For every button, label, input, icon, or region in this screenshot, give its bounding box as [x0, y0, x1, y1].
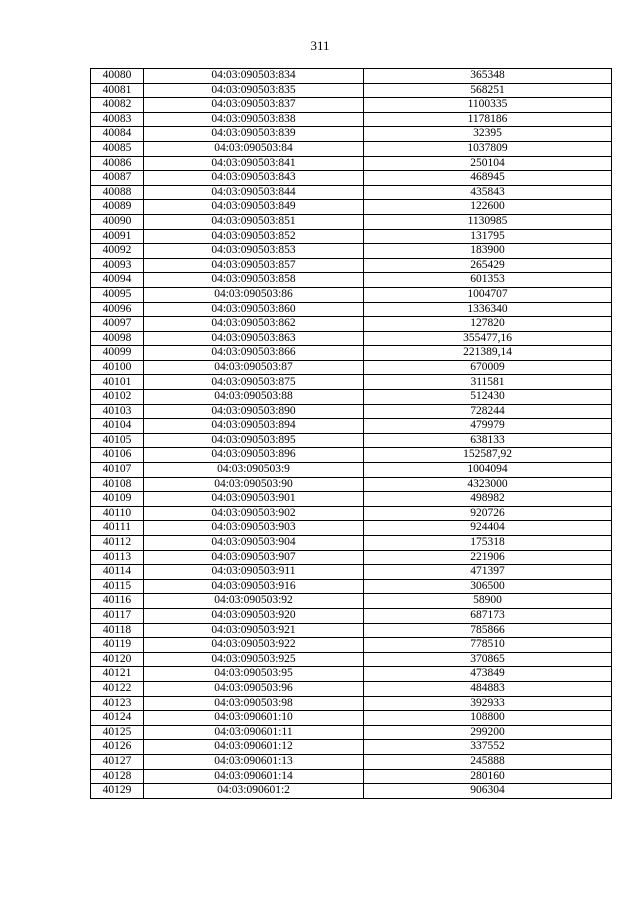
- row-number-cell: 40122: [91, 681, 144, 696]
- cadastral-number-cell: 04:03:090503:852: [144, 229, 364, 244]
- table-row: [91, 302, 612, 317]
- cadastral-number-cell: 04:03:090503:834: [144, 69, 364, 84]
- cadastral-table: [90, 68, 612, 799]
- table-row: [91, 550, 612, 565]
- cadastral-number-cell: 04:03:090503:96: [144, 681, 364, 696]
- table-row: [91, 667, 612, 682]
- table-row: [91, 565, 612, 580]
- row-number-cell: 40092: [91, 244, 144, 259]
- value-cell: 280160: [364, 769, 612, 784]
- row-number-cell: 40107: [91, 463, 144, 478]
- cadastral-number-cell: 04:03:090503:84: [144, 141, 364, 156]
- value-cell: 175318: [364, 536, 612, 551]
- row-number-cell: 40081: [91, 83, 144, 98]
- row-number-cell: 40095: [91, 287, 144, 302]
- row-number-cell: 40105: [91, 433, 144, 448]
- cadastral-number-cell: 04:03:090503:925: [144, 652, 364, 667]
- row-number-cell: 40103: [91, 404, 144, 419]
- value-cell: 920726: [364, 506, 612, 521]
- value-cell: 687173: [364, 608, 612, 623]
- value-cell: 471397: [364, 565, 612, 580]
- cadastral-number-cell: 04:03:090503:86: [144, 287, 364, 302]
- value-cell: 306500: [364, 579, 612, 594]
- table-row: [91, 521, 612, 536]
- table-row: [91, 287, 612, 302]
- cadastral-number-cell: 04:03:090503:904: [144, 536, 364, 551]
- row-number-cell: 40110: [91, 506, 144, 521]
- table-row: [91, 740, 612, 755]
- value-cell: 728244: [364, 404, 612, 419]
- cadastral-number-cell: 04:03:090503:895: [144, 433, 364, 448]
- row-number-cell: 40091: [91, 229, 144, 244]
- table-row: [91, 200, 612, 215]
- cadastral-number-cell: 04:03:090503:894: [144, 419, 364, 434]
- cadastral-number-cell: 04:03:090503:843: [144, 171, 364, 186]
- cadastral-number-cell: 04:03:090503:901: [144, 492, 364, 507]
- cadastral-number-cell: 04:03:090503:860: [144, 302, 364, 317]
- table-row: [91, 185, 612, 200]
- value-cell: 355477,16: [364, 331, 612, 346]
- cadastral-number-cell: 04:03:090503:835: [144, 83, 364, 98]
- cadastral-number-cell: 04:03:090503:875: [144, 375, 364, 390]
- table-row: [91, 608, 612, 623]
- table-row: [91, 754, 612, 769]
- value-cell: 906304: [364, 784, 612, 799]
- value-cell: 245888: [364, 754, 612, 769]
- table-row: [91, 579, 612, 594]
- table-row: [91, 463, 612, 478]
- row-number-cell: 40104: [91, 419, 144, 434]
- table-row: [91, 273, 612, 288]
- value-cell: 479979: [364, 419, 612, 434]
- value-cell: 299200: [364, 725, 612, 740]
- row-number-cell: 40116: [91, 594, 144, 609]
- value-cell: 498982: [364, 492, 612, 507]
- table-row: [91, 492, 612, 507]
- value-cell: 392933: [364, 696, 612, 711]
- row-number-cell: 40129: [91, 784, 144, 799]
- value-cell: 122600: [364, 200, 612, 215]
- row-number-cell: 40108: [91, 477, 144, 492]
- table-row: [91, 229, 612, 244]
- row-number-cell: 40115: [91, 579, 144, 594]
- cadastral-number-cell: 04:03:090503:92: [144, 594, 364, 609]
- table-row: [91, 784, 612, 799]
- row-number-cell: 40119: [91, 638, 144, 653]
- table-row: [91, 346, 612, 361]
- table-row: [91, 390, 612, 405]
- row-number-cell: 40100: [91, 360, 144, 375]
- cadastral-number-cell: 04:03:090503:921: [144, 623, 364, 638]
- row-number-cell: 40109: [91, 492, 144, 507]
- value-cell: 785866: [364, 623, 612, 638]
- table-row: [91, 594, 612, 609]
- cadastral-number-cell: 04:03:090601:10: [144, 711, 364, 726]
- cadastral-number-cell: 04:03:090503:903: [144, 521, 364, 536]
- cadastral-number-cell: 04:03:090503:862: [144, 317, 364, 332]
- value-cell: 473849: [364, 667, 612, 682]
- value-cell: 131795: [364, 229, 612, 244]
- value-cell: 468945: [364, 171, 612, 186]
- value-cell: 265429: [364, 258, 612, 273]
- row-number-cell: 40083: [91, 112, 144, 127]
- table-row: [91, 681, 612, 696]
- value-cell: 568251: [364, 83, 612, 98]
- table-row: [91, 244, 612, 259]
- row-number-cell: 40096: [91, 302, 144, 317]
- row-number-cell: 40111: [91, 521, 144, 536]
- value-cell: 370865: [364, 652, 612, 667]
- value-cell: 337552: [364, 740, 612, 755]
- cadastral-number-cell: 04:03:090503:866: [144, 346, 364, 361]
- cadastral-number-cell: 04:03:090503:849: [144, 200, 364, 215]
- row-number-cell: 40112: [91, 536, 144, 551]
- table-row: [91, 477, 612, 492]
- cadastral-number-cell: 04:03:090601:14: [144, 769, 364, 784]
- table-row: [91, 69, 612, 84]
- table-row: [91, 83, 612, 98]
- row-number-cell: 40123: [91, 696, 144, 711]
- row-number-cell: 40120: [91, 652, 144, 667]
- row-number-cell: 40106: [91, 448, 144, 463]
- cadastral-number-cell: 04:03:090503:896: [144, 448, 364, 463]
- value-cell: 183900: [364, 244, 612, 259]
- table-row: [91, 652, 612, 667]
- value-cell: 365348: [364, 69, 612, 84]
- row-number-cell: 40102: [91, 390, 144, 405]
- cadastral-number-cell: 04:03:090503:911: [144, 565, 364, 580]
- table-row: [91, 360, 612, 375]
- row-number-cell: 40121: [91, 667, 144, 682]
- row-number-cell: 40090: [91, 214, 144, 229]
- cadastral-number-cell: 04:03:090503:839: [144, 127, 364, 142]
- cadastral-number-cell: 04:03:090503:907: [144, 550, 364, 565]
- value-cell: 4323000: [364, 477, 612, 492]
- table-row: [91, 506, 612, 521]
- cadastral-number-cell: 04:03:090503:863: [144, 331, 364, 346]
- cadastral-number-cell: 04:03:090503:920: [144, 608, 364, 623]
- cadastral-number-cell: 04:03:090601:12: [144, 740, 364, 755]
- value-cell: 1100335: [364, 98, 612, 113]
- page-number: 311: [310, 38, 330, 53]
- row-number-cell: 40127: [91, 754, 144, 769]
- row-number-cell: 40086: [91, 156, 144, 171]
- row-number-cell: 40126: [91, 740, 144, 755]
- row-number-cell: 40124: [91, 711, 144, 726]
- row-number-cell: 40087: [91, 171, 144, 186]
- row-number-cell: 40114: [91, 565, 144, 580]
- row-number-cell: 40088: [91, 185, 144, 200]
- row-number-cell: 40084: [91, 127, 144, 142]
- value-cell: 1336340: [364, 302, 612, 317]
- cadastral-number-cell: 04:03:090503:858: [144, 273, 364, 288]
- row-number-cell: 40117: [91, 608, 144, 623]
- row-number-cell: 40099: [91, 346, 144, 361]
- cadastral-number-cell: 04:03:090503:9: [144, 463, 364, 478]
- table-row: [91, 711, 612, 726]
- value-cell: 221906: [364, 550, 612, 565]
- cadastral-number-cell: 04:03:090503:98: [144, 696, 364, 711]
- cadastral-number-cell: 04:03:090601:11: [144, 725, 364, 740]
- table-row: [91, 214, 612, 229]
- table-row: [91, 433, 612, 448]
- row-number-cell: 40094: [91, 273, 144, 288]
- value-cell: 1004094: [364, 463, 612, 478]
- value-cell: 152587,92: [364, 448, 612, 463]
- table-row: [91, 141, 612, 156]
- value-cell: 250104: [364, 156, 612, 171]
- table-row: [91, 156, 612, 171]
- table-row: [91, 769, 612, 784]
- value-cell: 311581: [364, 375, 612, 390]
- table-row: [91, 375, 612, 390]
- row-number-cell: 40097: [91, 317, 144, 332]
- value-cell: 58900: [364, 594, 612, 609]
- cadastral-number-cell: 04:03:090503:851: [144, 214, 364, 229]
- cadastral-number-cell: 04:03:090503:838: [144, 112, 364, 127]
- value-cell: 1037809: [364, 141, 612, 156]
- table-row: [91, 638, 612, 653]
- table-row: [91, 419, 612, 434]
- table-row: [91, 171, 612, 186]
- table-row: [91, 258, 612, 273]
- cadastral-number-cell: 04:03:090503:95: [144, 667, 364, 682]
- row-number-cell: 40093: [91, 258, 144, 273]
- row-number-cell: 40125: [91, 725, 144, 740]
- table-row: [91, 98, 612, 113]
- cadastral-number-cell: 04:03:090503:857: [144, 258, 364, 273]
- row-number-cell: 40118: [91, 623, 144, 638]
- value-cell: 601353: [364, 273, 612, 288]
- row-number-cell: 40101: [91, 375, 144, 390]
- row-number-cell: 40082: [91, 98, 144, 113]
- cadastral-number-cell: 04:03:090503:87: [144, 360, 364, 375]
- cadastral-number-cell: 04:03:090503:90: [144, 477, 364, 492]
- value-cell: 512430: [364, 390, 612, 405]
- value-cell: 127820: [364, 317, 612, 332]
- value-cell: 108800: [364, 711, 612, 726]
- cadastral-number-cell: 04:03:090503:853: [144, 244, 364, 259]
- cadastral-number-cell: 04:03:090601:2: [144, 784, 364, 799]
- value-cell: 670009: [364, 360, 612, 375]
- table-row: [91, 127, 612, 142]
- cadastral-number-cell: 04:03:090503:922: [144, 638, 364, 653]
- row-number-cell: 40113: [91, 550, 144, 565]
- value-cell: 1130985: [364, 214, 612, 229]
- value-cell: 1004707: [364, 287, 612, 302]
- cadastral-number-cell: 04:03:090503:902: [144, 506, 364, 521]
- row-number-cell: 40128: [91, 769, 144, 784]
- row-number-cell: 40080: [91, 69, 144, 84]
- table-row: [91, 112, 612, 127]
- table-row: [91, 623, 612, 638]
- table-row: [91, 331, 612, 346]
- table-row: [91, 696, 612, 711]
- row-number-cell: 40085: [91, 141, 144, 156]
- value-cell: 1178186: [364, 112, 612, 127]
- value-cell: 32395: [364, 127, 612, 142]
- table-body: [91, 69, 612, 799]
- value-cell: 484883: [364, 681, 612, 696]
- table-row: [91, 725, 612, 740]
- table-row: [91, 536, 612, 551]
- cadastral-number-cell: 04:03:090503:841: [144, 156, 364, 171]
- cadastral-number-cell: 04:03:090601:13: [144, 754, 364, 769]
- cadastral-number-cell: 04:03:090503:916: [144, 579, 364, 594]
- row-number-cell: 40098: [91, 331, 144, 346]
- row-number-cell: 40089: [91, 200, 144, 215]
- value-cell: 778510: [364, 638, 612, 653]
- cadastral-number-cell: 04:03:090503:837: [144, 98, 364, 113]
- value-cell: 435843: [364, 185, 612, 200]
- cadastral-number-cell: 04:03:090503:844: [144, 185, 364, 200]
- value-cell: 221389,14: [364, 346, 612, 361]
- table-row: [91, 404, 612, 419]
- cadastral-number-cell: 04:03:090503:88: [144, 390, 364, 405]
- table-row: [91, 448, 612, 463]
- table-row: [91, 317, 612, 332]
- value-cell: 924404: [364, 521, 612, 536]
- value-cell: 638133: [364, 433, 612, 448]
- cadastral-number-cell: 04:03:090503:890: [144, 404, 364, 419]
